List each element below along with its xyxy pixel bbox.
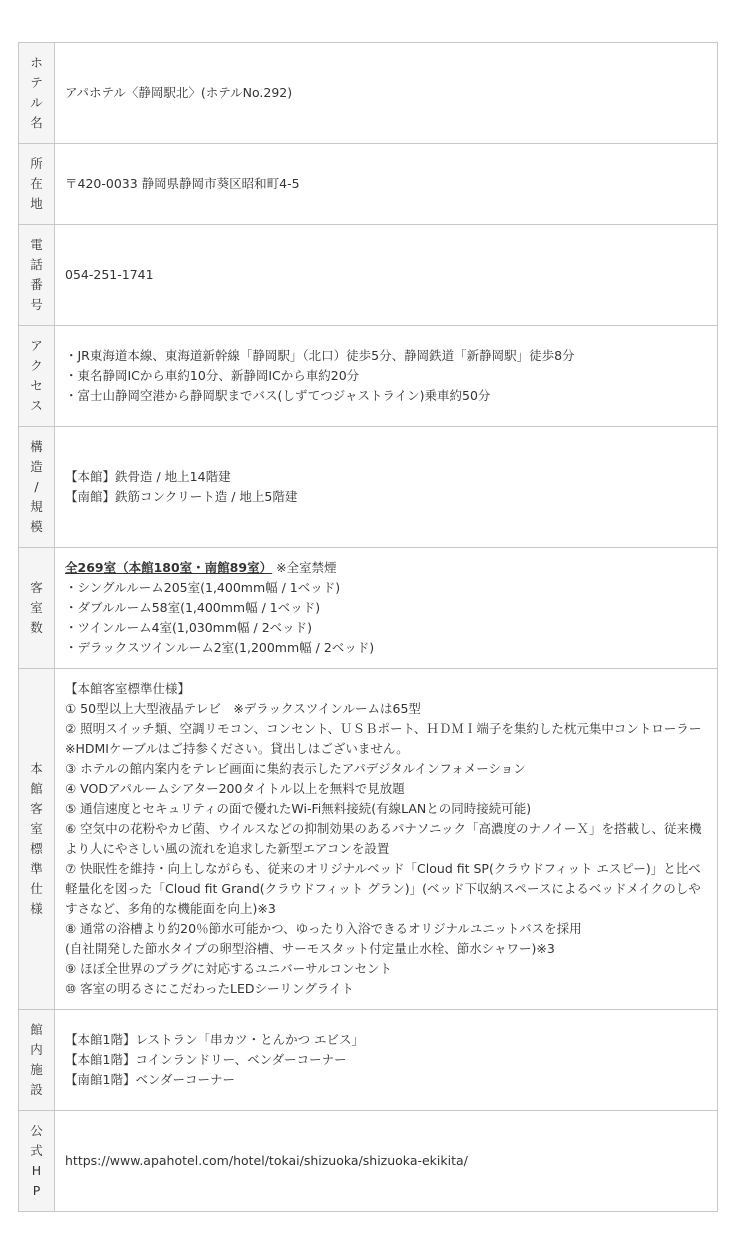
row-address xyxy=(19,144,718,225)
value-phone xyxy=(55,225,718,326)
rooms-headline-row xyxy=(65,558,707,578)
value-website xyxy=(55,1111,718,1212)
label-char: 規 xyxy=(30,499,43,514)
label-char: 室 xyxy=(30,600,43,615)
row-room-standard xyxy=(19,669,718,1010)
label-room-standard xyxy=(19,669,55,1010)
label-char: 客 xyxy=(30,801,43,816)
standard-line: ⑦ 快眠性を維持・向上しながらも、従来のオリジナルベッド「Cloud fit SP(クラウドフィット エスピー)」と比べ軽量化を図った「Cloud fit Grand(クラウドフィット グラン)」(ベッド下収納スペースによるベッドメイクのしやすさなど、多角的な機能面を向上)※3 xyxy=(65,861,701,916)
structure-line: 【本館】鉄骨造 / 地上14階建 xyxy=(65,469,231,484)
label-char: 公 xyxy=(30,1123,43,1138)
label-char: 地 xyxy=(30,196,43,211)
facility-line: 【本館1階】レストラン「串カツ・とんかつ エビス」 xyxy=(65,1032,365,1047)
label-char: 館 xyxy=(30,781,43,796)
label-char: テ xyxy=(30,75,43,90)
label-char: 仕 xyxy=(30,881,43,896)
standard-line: ⑨ ほぼ全世界のプラグに対応するユニバーサルコンセント xyxy=(65,961,393,976)
label-char: 名 xyxy=(30,115,43,130)
label-char: ホ xyxy=(30,55,43,70)
value-rooms xyxy=(55,548,718,669)
room-type-line: ・ダブルルーム58室(1,400mm幅 / 1ベッド) xyxy=(65,600,321,615)
label-char: 号 xyxy=(30,297,43,312)
standard-line: ② 照明スイッチ類、空調リモコン、コンセント、ＵＳＢポート、ＨＤＭＩ端子を集約した枕元集中コントローラー ※HDMIケーブルはご持参ください。貸出しはございません。 xyxy=(65,721,702,756)
access-line: ・JR東海道本線、東海道新幹線「静岡駅」（北口）徒歩5分、静岡鉄道「新静岡駅」徒歩8分 xyxy=(65,348,575,363)
label-char: 設 xyxy=(30,1082,43,1097)
label-char: セ xyxy=(30,378,43,393)
label-char: 内 xyxy=(30,1042,43,1057)
value-address xyxy=(55,144,718,225)
value-room-standard xyxy=(55,669,718,1010)
label-char: 構 xyxy=(30,439,43,454)
label-website xyxy=(19,1111,55,1212)
label-char: / xyxy=(34,479,39,494)
value-facilities xyxy=(55,1010,718,1111)
label-char: 施 xyxy=(30,1062,43,1077)
label-char: ク xyxy=(30,358,43,373)
hotel-info-table xyxy=(18,42,718,1212)
label-access xyxy=(19,326,55,427)
label-char: 番 xyxy=(30,277,43,292)
rooms-headline: 全269室（本館180室・南館89室） xyxy=(65,560,273,575)
label-char: 室 xyxy=(30,821,43,836)
room-type-line: ・デラックスツインルーム2室(1,200mm幅 / 2ベッド) xyxy=(65,640,375,655)
label-char: 造 xyxy=(30,459,43,474)
label-char: P xyxy=(32,1183,41,1198)
label-char: 様 xyxy=(30,901,43,916)
label-char: 話 xyxy=(30,257,43,272)
facility-line: 【本館1階】コインランドリー、ベンダーコーナー xyxy=(65,1052,347,1067)
value-hotel-name xyxy=(55,43,718,144)
label-phone xyxy=(19,225,55,326)
label-char: ア xyxy=(30,338,43,353)
standard-line: ⑥ 空気中の花粉やカビ菌、ウイルスなどの抑制効果のあるパナソニック「高濃度のナノイーＸ」を搭載し、従来機より人にやさしい風の流れを追求した新型エアコンを設置 xyxy=(65,821,702,856)
standard-line: ④ VODアパルームシアター200タイトル以上を無料で見放題 xyxy=(65,781,405,796)
label-char: 電 xyxy=(30,237,43,252)
value-access xyxy=(55,326,718,427)
label-char: 客 xyxy=(30,580,43,595)
row-phone xyxy=(19,225,718,326)
label-hotel-name xyxy=(19,43,55,144)
address-text: 〒420-0033 静岡県静岡市葵区昭和町4-5 xyxy=(65,176,300,191)
label-char: 館 xyxy=(30,1022,43,1037)
label-char: 数 xyxy=(30,620,43,635)
phone-text: 054-251-1741 xyxy=(65,267,154,282)
label-rooms xyxy=(19,548,55,669)
access-line: ・東名静岡ICから車約10分、新静岡ICから車約20分 xyxy=(65,368,360,383)
label-address xyxy=(19,144,55,225)
row-website xyxy=(19,1111,718,1212)
value-structure xyxy=(55,427,718,548)
standard-line: (自社開発した節水タイプの卵型浴槽、サーモスタット付定量止水栓、節水シャワー)※3 xyxy=(65,941,555,956)
label-char: 本 xyxy=(30,761,43,776)
label-char: 式 xyxy=(30,1143,43,1158)
label-char: H xyxy=(31,1163,42,1178)
standard-line: ⑩ 客室の明るさにこだわったLEDシーリングライト xyxy=(65,981,354,996)
row-facilities xyxy=(19,1010,718,1111)
hotel-name-text: アパホテル〈静岡駅北〉(ホテルNo.292) xyxy=(65,85,293,100)
label-facilities xyxy=(19,1010,55,1111)
label-char: 模 xyxy=(30,519,43,534)
room-type-line: ・ツインルーム4室(1,030mm幅 / 2ベッド) xyxy=(65,620,313,635)
structure-line: 【南館】鉄筋コンクリート造 / 地上5階建 xyxy=(65,489,298,504)
label-structure xyxy=(19,427,55,548)
standard-line: ③ ホテルの館内案内をテレビ画面に集約表示したアパデジタルインフォメーション xyxy=(65,761,526,776)
standard-line: ⑧ 通常の浴槽より約20％節水可能かつ、ゆったり入浴できるオリジナルユニットバスを採用 xyxy=(65,921,582,936)
room-type-line: ・シングルルーム205室(1,400mm幅 / 1ベッド) xyxy=(65,580,341,595)
label-char: 所 xyxy=(30,156,43,171)
label-char: ル xyxy=(30,95,43,110)
standard-line: 【本館客室標準仕様】 xyxy=(65,681,191,696)
rooms-headline-note: ※全室禁煙 xyxy=(276,560,337,575)
facility-line: 【南館1階】ベンダーコーナー xyxy=(65,1072,235,1087)
label-char: 在 xyxy=(30,176,43,191)
website-url[interactable]: https://www.apahotel.com/hotel/tokai/shizuoka/shizuoka-ekikita/ xyxy=(65,1153,468,1168)
access-line: ・富士山静岡空港から静岡駅までバス(しずてつジャストライン)乗車約50分 xyxy=(65,388,491,403)
row-structure xyxy=(19,427,718,548)
standard-line: ① 50型以上大型液晶テレビ ※デラックスツインルームは65型 xyxy=(65,701,421,716)
label-char: ス xyxy=(30,398,43,413)
row-hotel-name xyxy=(19,43,718,144)
label-char: 標 xyxy=(30,841,43,856)
label-char: 準 xyxy=(30,861,43,876)
standard-line: ⑤ 通信速度とセキュリティの面で優れたWi-Fi無料接続(有線LANとの同時接続可能) xyxy=(65,801,532,816)
row-access xyxy=(19,326,718,427)
row-rooms xyxy=(19,548,718,669)
